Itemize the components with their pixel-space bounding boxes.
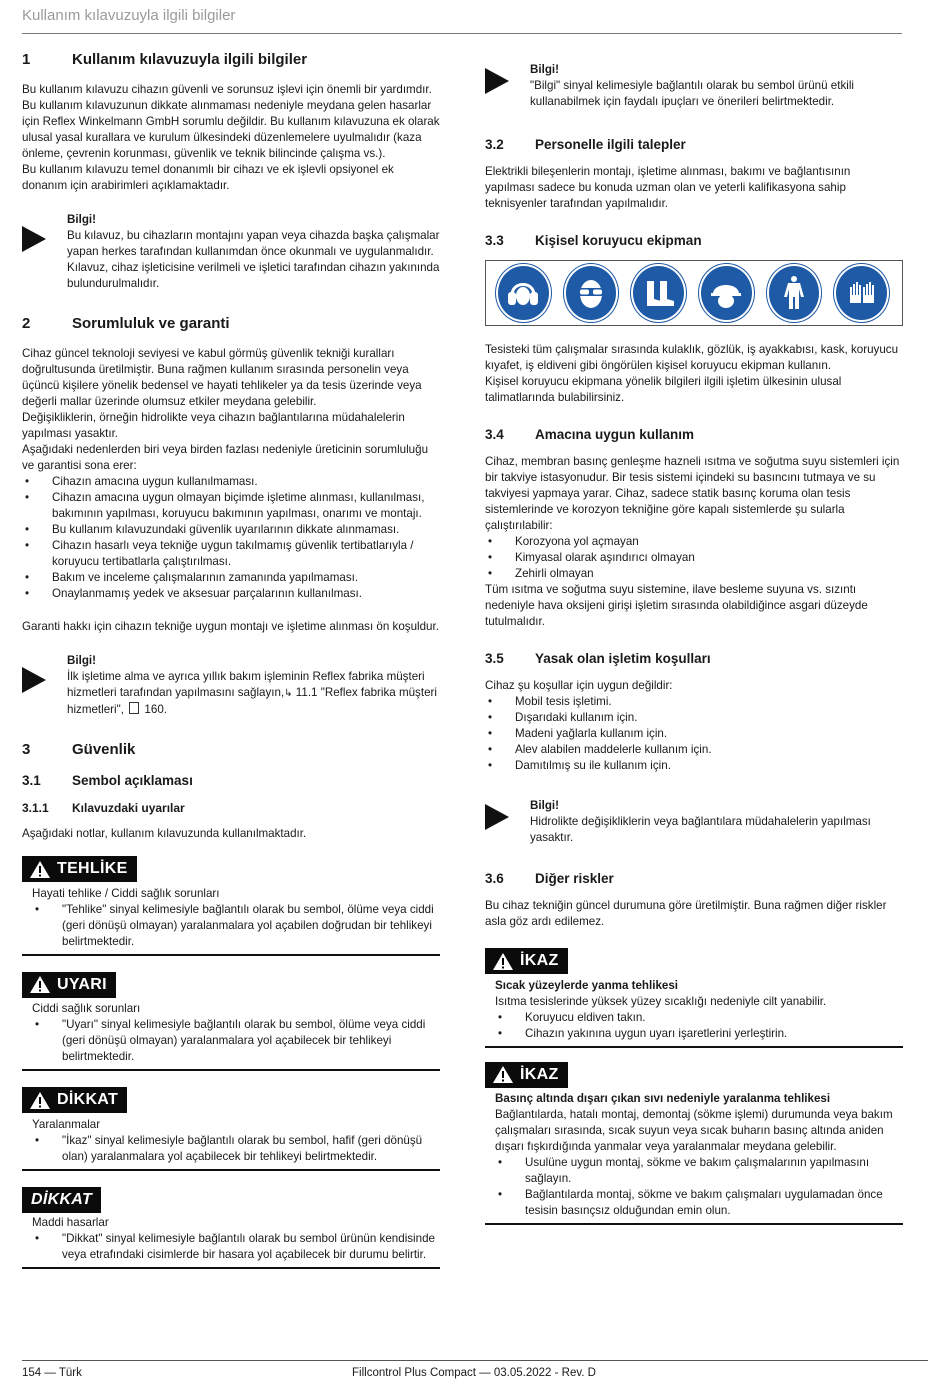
- warning-subtitle: Ciddi sağlık sorunları: [32, 1002, 141, 1015]
- page-footer: [22, 1360, 928, 1381]
- page-number: 154 — Türk: [22, 1367, 82, 1379]
- section-3-1-heading: [22, 772, 440, 790]
- section-number: 3.1: [22, 773, 41, 788]
- paragraph: Bu kullanım kılavuzu temel donanımlı bir cihazı ve ek işlevli opsiyonel ek donanım için arabirimleri açıklamaktadır.: [22, 163, 394, 192]
- paragraph: Aşağıdaki nedenlerden biri veya birden fazlası nedeniyle üreticinin sorumluluğu ve garantisi sona erer:: [22, 443, 429, 472]
- list-item: • Zehirli olmayan: [485, 566, 903, 582]
- cross-reference-link[interactable]: 11.1 "Reflex fabrika müşteri hizmetleri",: [67, 686, 437, 716]
- list-item: • Dışarıdaki kullanım için.: [485, 710, 903, 726]
- warning-triangle-icon: [492, 1065, 514, 1084]
- ppe-icon-strip: [485, 260, 903, 326]
- section-title: Personelle ilgili talepler: [535, 137, 686, 152]
- section-number: 3.1.1: [22, 801, 49, 815]
- helmet-icon: [699, 264, 754, 322]
- section-number: 3.5: [485, 651, 504, 666]
- warning-subtitle: Basınç altında dışarı çıkan sıvı nedeniyle yaralanma tehlikesi: [495, 1092, 831, 1105]
- signal-word: İKAZ: [520, 952, 559, 969]
- warning-subtitle: Yaralanmalar: [32, 1117, 101, 1131]
- section-number: 1: [22, 51, 31, 68]
- paragraph: Cihaz şu koşullar için uygun değildir:: [485, 679, 673, 692]
- paragraph: Aşağıdaki notlar, kullanım kılavuzunda kullanılmaktadır.: [22, 827, 307, 840]
- section-title: Sembol açıklaması: [72, 773, 193, 788]
- safety-boots-icon: [631, 264, 686, 322]
- section-3-4-heading: [485, 426, 903, 444]
- info-note: [22, 653, 440, 718]
- warning-triangle-icon: [29, 860, 51, 879]
- warning-hot-surface: [485, 948, 903, 1048]
- goggles-icon: [564, 264, 619, 322]
- list-item: • Bağlantılarda montaj, sökme ve bakım çalışmaları uygulamadan önce tesisin basınçsız olduğundan emin olun.: [495, 1187, 903, 1219]
- signal-word: TEHLİKE: [57, 860, 128, 877]
- section-2-heading: [22, 314, 440, 334]
- paragraph: Cihaz, membran basınç genleşme hazneli ısıtma ve soğutma suyu sistemleri için bir takviye istasyonudur. Bir tesis sistemi içindeki su basıncını tutmaya ve su takviyesi yapmaya yarar. Cihaz, sadece statik basınç koruma olan tesis sistemlerinde ve korozyon tekniğine göre kapalı sistemlerde şu sularla çalıştırılabilir:: [485, 455, 900, 532]
- section-number: 3.2: [485, 137, 504, 152]
- section-1-heading: [22, 50, 440, 70]
- signal-word-badge: [22, 1187, 101, 1213]
- info-title: Bilgi!: [530, 63, 559, 76]
- warning-text: Bağlantılarda, hatalı montaj, demontaj (sökme işlemi) durumunda veya bakım çalışmaları sırasında, sıcak suyun veya sıcak buharın basınç altında aniden dışarı fışkırdığında yanmalar veya yaralanmalar meydana gelebilir.: [495, 1108, 893, 1153]
- signal-word: İKAZ: [520, 1065, 559, 1083]
- warning-notice: [22, 1187, 440, 1269]
- section-3-3-heading: [485, 232, 903, 250]
- section-title: Amacına uygun kullanım: [535, 427, 695, 442]
- signal-word-badge: [485, 1062, 568, 1088]
- info-title: Bilgi!: [67, 654, 96, 667]
- list-item: • Damıtılmış su ile kullanım için.: [485, 758, 903, 774]
- water-conditions-list: [485, 534, 903, 582]
- signal-word: DİKKAT: [31, 1190, 93, 1208]
- section-title: Yasak olan işletim koşulları: [535, 651, 711, 666]
- page-reference-icon: [129, 702, 139, 714]
- info-text: Bu kılavuz, bu cihazların montajını yapan veya cihazda başka çalışmalar yapan herkes tarafından kullanımdan önce okunmalı ve uygulanmalıdır. Kılavuz, cihaz işleticisine verilmeli ve işletici tarafından cihazın yakınında bulundurulmalıdır.: [67, 229, 440, 290]
- info-arrow-icon: [485, 68, 509, 94]
- liability-list: [22, 474, 440, 602]
- paragraph: Cihaz güncel teknoloji seviyesi ve kabul görmüş güvenlik tekniği kuralları doğrultusunda üretilmiştir. Buna rağmen kullanım sırasında personelin veya üçüncü kişilere yönelik bedensel ve hayati tehlikeler ya da tesis üzerinde veya değerli mallar üzerinde olumsuz etkiler meydana gelebilir.: [22, 347, 422, 408]
- signal-word-badge: [22, 972, 116, 998]
- section-title: Sorumluluk ve garanti: [72, 315, 230, 332]
- paragraph: Garanti hakkı için cihazın tekniğe uygun montajı ve işletime alınması ön koşuldur.: [22, 620, 439, 633]
- signal-word: UYARI: [57, 975, 107, 993]
- list-item: • Cihazın hasarlı veya tekniğe uygun takılmamış güvenlik tertibatlarıyla / koruyucu tertibatlarla çalıştırılması.: [22, 538, 440, 570]
- list-item: • Madeni yağlarla kullanım için.: [485, 726, 903, 742]
- signal-word-badge: [22, 1087, 127, 1113]
- info-text: Hidrolikte değişikliklerin veya bağlantılara müdahalelerin yapılması yasaktır.: [530, 815, 871, 844]
- list-item: • Korozyona yol açmayan: [485, 534, 903, 550]
- paragraph: Tüm ısıtma ve soğutma suyu sistemine, ilave besleme suyuna vs. sızıntı nedeniyle hava oksijeni girişi işletim sırasında olabildiğince asgari düzeyde tutulmalıdır.: [485, 583, 868, 628]
- info-text: İlk işletime alma ve ayrıca yıllık bakım işleminin Reflex fabrika müşteri hizmetleri tarafından yapılmasını sağlayın,: [67, 670, 425, 699]
- section-title: Diğer riskler: [535, 871, 614, 886]
- warning-triangle-icon: [29, 975, 51, 994]
- warning-subtitle: Sıcak yüzeylerde yanma tehlikesi: [495, 978, 679, 992]
- cross-reference-icon: ↳: [284, 688, 293, 699]
- paragraph: Bu cihaz tekniğin güncel durumuna göre üretilmiştir. Buna rağmen diğer riskler asla göz ardı edilemez.: [485, 899, 887, 928]
- section-3-6-heading: [485, 870, 903, 888]
- list-item: • Alev alabilen maddelerle kullanım için.: [485, 742, 903, 758]
- section-3-5-heading: [485, 650, 903, 668]
- warning-caution: [22, 1087, 440, 1171]
- section-number: 3.4: [485, 427, 504, 442]
- running-head: Kullanım kılavuzuyla ilgili bilgiler: [22, 6, 902, 34]
- section-number: 3: [22, 741, 31, 758]
- list-item: • Cihazın amacına uygun olmayan biçimde işletime alınması, kullanılması, bakımının yapılması, koruyucu bakımının yapılması, onarımı ve montajı.: [22, 490, 440, 522]
- warning-danger: [22, 856, 440, 956]
- list-item: • "İkaz" sinyal kelimesiyle bağlantılı olarak bu sembol, hafif (geri dönüşü olan) yaralanmalara yol açabilecek bir tehlikeyi belirtmektedir.: [32, 1133, 440, 1165]
- info-note: [22, 212, 440, 292]
- list-item: • Usulüne uygun montaj, sökme ve bakım çalışmalarının yapılmasını sağlayın.: [495, 1155, 903, 1187]
- paragraph: Bu kullanım kılavuzunun dikkate alınmaması nedeniyle meydana gelen hasarlar için Reflex Winkelmann GmbH sorumlu değildir. Bu kullanım kılavuzuna ek olarak ulusal yasal kurallara ve kurulum ülkesindeki düzenlemelere uyulmalıdır (kaza önleme, çevrenin korunması, güvenlik ve teknik bilincinde çalışma vs.).: [22, 99, 440, 160]
- list-item: • "Uyarı" sinyal kelimesiyle bağlantılı olarak bu sembol, ölüme veya ciddi (geri dönüşü olmayan) yaralanmalara yol açabilecek bir tehlikeyi belirtmektedir.: [32, 1017, 440, 1065]
- info-text: "Bilgi" sinyal kelimesiyle bağlantılı olarak bu sembol ürünü etkili kullanabilmek için faydalı ipuçları ve önerileri belirtmektedir.: [530, 79, 854, 108]
- warning-subtitle: Hayati tehlike / Ciddi sağlık sorunları: [32, 886, 220, 900]
- warning-pressure: [485, 1062, 903, 1226]
- section-number: 3.3: [485, 233, 504, 248]
- section-number: 2: [22, 315, 31, 332]
- section-title: Kılavuzdaki uyarılar: [72, 801, 185, 815]
- paragraph: Kişisel koruyucu ekipmana yönelik bilgileri ilgili işletim ülkesinin ulusal talimatlarında bulabilirsiniz.: [485, 375, 842, 404]
- list-item: • Koruyucu eldiven takın.: [495, 1010, 903, 1026]
- info-note: [485, 62, 903, 110]
- warning-subtitle: Maddi hasarlar: [32, 1215, 109, 1229]
- document-id: Fillcontrol Plus Compact — 03.05.2022 - Rev. D: [352, 1367, 596, 1379]
- warning-triangle-icon: [29, 1091, 51, 1110]
- page-reference[interactable]: 160.: [144, 703, 167, 716]
- signal-word-badge: [485, 948, 568, 974]
- info-title: Bilgi!: [67, 213, 96, 226]
- warning-triangle-icon: [492, 952, 514, 971]
- section-3-heading: [22, 740, 440, 760]
- left-column: [22, 50, 440, 1285]
- list-item: • Mobil tesis işletimi.: [485, 694, 903, 710]
- info-title: Bilgi!: [530, 799, 559, 812]
- paragraph: Tesisteki tüm çalışmalar sırasında kulaklık, gözlük, iş ayakkabısı, kask, koruyucu kıyafet, iş eldiveni gibi öngörülen kişisel koruyucu ekipman kullanın.: [485, 343, 899, 372]
- prohibited-conditions-list: [485, 694, 903, 774]
- ear-protection-icon: [496, 264, 551, 322]
- section-3-2-heading: [485, 136, 903, 154]
- list-item: • Onaylanmamış yedek ve aksesuar parçalarının kullanılması.: [22, 586, 440, 602]
- paragraph: Elektrikli bileşenlerin montajı, işletime alınması, bakımı ve bağlantısının yapılması sadece bu konuda uzman olan ve yeterli kalifikasyona sahip teknisyenler tarafından yapılmalıdır.: [485, 165, 851, 210]
- warning-warning: [22, 972, 440, 1072]
- signal-word-badge: [22, 856, 137, 882]
- list-item: • Cihazın amacına uygun kullanılmaması.: [22, 474, 440, 490]
- list-item: • Kimyasal olarak aşındırıcı olmayan: [485, 550, 903, 566]
- info-note: [485, 798, 903, 846]
- gloves-icon: [834, 264, 889, 322]
- right-column: [485, 62, 903, 1241]
- protective-clothing-icon: [767, 264, 822, 322]
- section-title: Güvenlik: [72, 741, 136, 758]
- section-title: Kullanım kılavuzuyla ilgili bilgiler: [72, 51, 308, 68]
- section-3-1-1-heading: [22, 800, 440, 816]
- info-arrow-icon: [22, 226, 46, 252]
- list-item: • Bu kullanım kılavuzundaki güvenlik uyarılarının dikkate alınmaması.: [22, 522, 440, 538]
- warning-text: Isıtma tesislerinde yüksek yüzey sıcaklığı nedeniyle cilt yanabilir.: [495, 994, 827, 1008]
- list-item: • Cihazın yakınına uygun uyarı işaretlerini yerleştirin.: [495, 1026, 903, 1042]
- signal-word: DİKKAT: [57, 1091, 119, 1108]
- info-arrow-icon: [485, 804, 509, 830]
- list-item: • "Dikkat" sinyal kelimesiyle bağlantılı olarak bu sembol ürünün kendisinde veya etrafındaki cisimlerde bir hasara yol açabilecek bir durumu belirtir.: [32, 1231, 440, 1263]
- section-number: 3.6: [485, 871, 504, 886]
- paragraph: Bu kullanım kılavuzu cihazın güvenli ve sorunsuz işlevi için önemli bir yardımdır.: [22, 83, 432, 96]
- list-item: • "Tehlike" sinyal kelimesiyle bağlantılı olarak bu sembol, ölüme veya ciddi (geri dönüşü olmayan) yaralanmalara yol açabilen doğrudan bir tehlikeyi belirtmektedir.: [32, 902, 440, 950]
- paragraph: Değişikliklerin, örneğin hidrolikte veya cihazın bağlantılarına müdahalelerin yapılması yasaktır.: [22, 411, 405, 440]
- info-arrow-icon: [22, 667, 46, 693]
- section-title: Kişisel koruyucu ekipman: [535, 233, 702, 248]
- list-item: • Bakım ve inceleme çalışmalarının zamanında yapılmaması.: [22, 570, 440, 586]
